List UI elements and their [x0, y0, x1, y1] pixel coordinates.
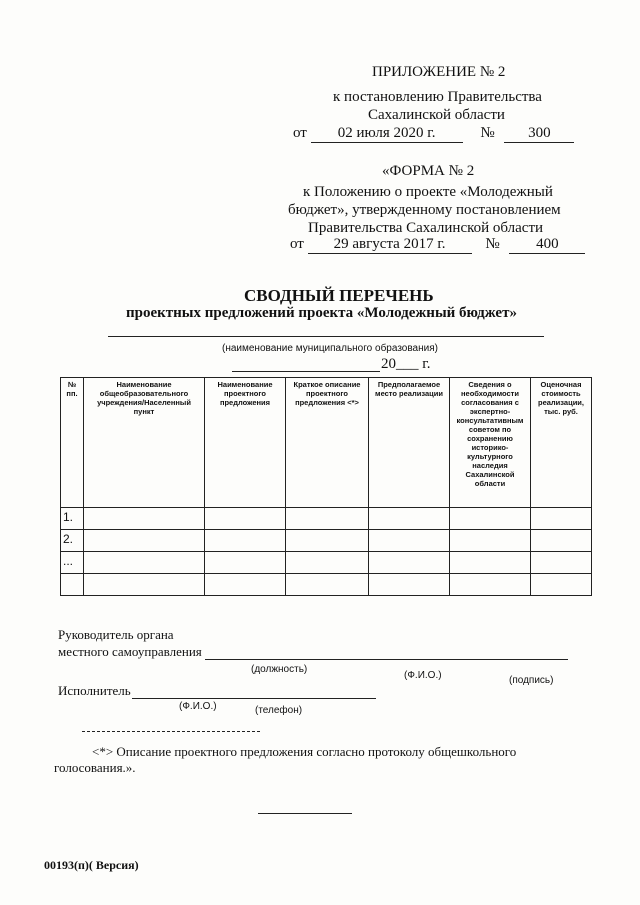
page-title: СВОДНЫЙ ПЕРЕЧЕНЬ: [244, 286, 434, 305]
form-number: 400: [509, 236, 585, 254]
form-line-2: бюджет», утвержденному постановлением: [288, 202, 561, 218]
form-line-3: Правительства Сахалинской области: [308, 220, 544, 236]
head-label-2: местного самоуправления: [58, 644, 202, 659]
year-line: [232, 371, 380, 372]
position-caption: (должность): [251, 664, 308, 675]
municipality-line: [108, 336, 544, 337]
date-prefix: от: [290, 236, 304, 252]
col-header-number: № пп.: [61, 378, 84, 508]
municipality-caption: (наименование муниципального образования): [222, 343, 438, 354]
resolution-number: 300: [504, 125, 574, 143]
row-number: [61, 574, 84, 596]
table-row: [61, 508, 592, 530]
phone-caption: (телефон): [255, 705, 303, 716]
table-row: [61, 530, 592, 552]
col-header-description: Краткое описание проектного предложения <*>: [286, 378, 369, 508]
executor-fio-caption: (Ф.И.О.): [179, 701, 217, 712]
footnote-line-1: <*> Описание проектного предложения согласно протоколу общешкольного: [92, 744, 517, 759]
table-row: [61, 574, 592, 596]
col-header-approval: Сведения о необходимости согласования с экспертно-консультативным советом по сохранению историко-культурного наследия Сахалинской области: [450, 378, 531, 508]
form-date: 29 августа 2017 г.: [308, 236, 472, 254]
table-row: [61, 552, 592, 574]
resolution-date-row: [293, 125, 574, 143]
resolution-date: 02 июля 2020 г.: [311, 125, 463, 143]
footnote-separator: [82, 731, 260, 732]
head-label-1: Руководитель органа: [58, 627, 174, 642]
executor-label: Исполнитель: [58, 683, 131, 698]
col-header-cost: Оценочная стоимость реализации, тыс. руб.: [531, 378, 592, 508]
proposals-table: [60, 377, 592, 596]
number-sign: №: [485, 236, 500, 252]
form-line-1: к Положению о проекте «Молодежный: [303, 184, 553, 200]
region-line: Сахалинской области: [368, 107, 505, 123]
col-header-proposal-name: Наименование проектного предложения: [205, 378, 286, 508]
document-code: 00193(п)( Версия): [44, 858, 139, 872]
col-header-location: Предполагаемое место реализации: [369, 378, 450, 508]
row-number: 1.: [61, 508, 84, 530]
executor-line: [132, 698, 376, 699]
date-prefix: от: [293, 125, 307, 141]
page-subtitle: проектных предложений проекта «Молодежный бюджет»: [126, 305, 517, 321]
row-number: 2.: [61, 530, 84, 552]
form-date-row: [290, 236, 585, 254]
col-header-school: Наименование общеобразовательного учреждения/Населенный пункт: [84, 378, 205, 508]
year-text: 20___ г.: [381, 356, 431, 372]
short-rule: [258, 813, 352, 814]
appendix-title: ПРИЛОЖЕНИЕ № 2: [372, 64, 506, 80]
number-sign: №: [480, 125, 495, 141]
footnote-line-2: голосования.».: [54, 760, 136, 775]
sign-caption: (подпись): [509, 675, 554, 686]
table-header-row: [61, 378, 592, 508]
fio-caption: (Ф.И.О.): [404, 670, 442, 681]
row-number: ...: [61, 552, 84, 574]
head-signature-line: [205, 659, 568, 660]
resolution-line: к постановлению Правительства: [333, 89, 542, 105]
form-label: «ФОРМА № 2: [382, 163, 475, 179]
